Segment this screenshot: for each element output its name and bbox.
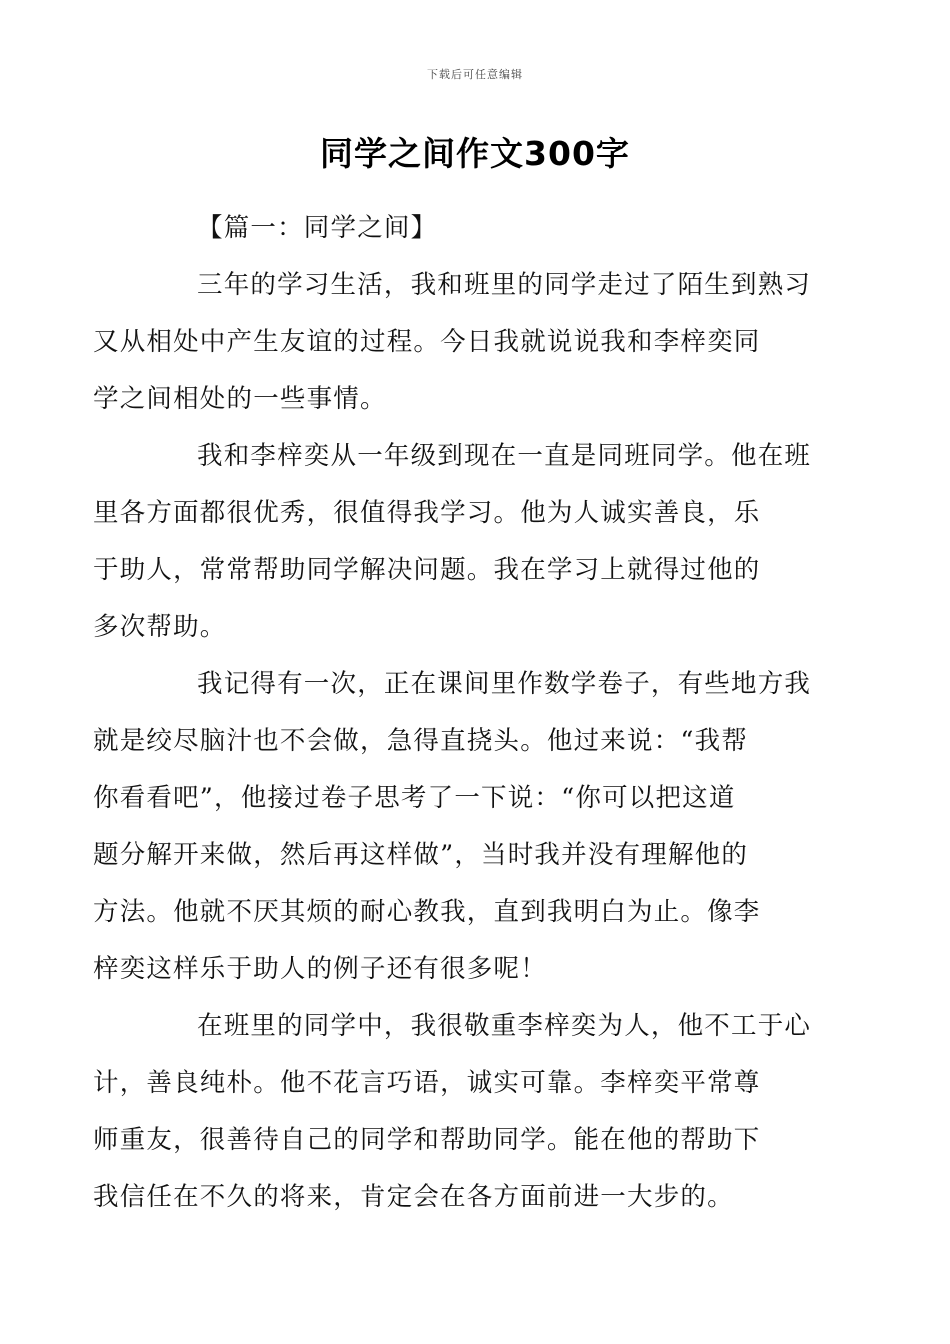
paragraph-1 [93,257,812,428]
paragraph-line: 梓奕这样乐于助人的例子还有很多呢！ [93,954,547,984]
paragraph-line: 我记得有一次，正在课间里作数学卷子，有些地方我 [197,669,812,699]
document-body [93,200,812,1226]
paragraph-line: 就是绞尽脑汁也不会做，急得直挠头。他过来说：“我帮 [93,726,749,756]
section-heading: 【篇一：同学之间】 [197,213,438,243]
paragraph-line: 在班里的同学中，我很敬重李梓奕为人，他不工于心 [197,1011,812,1041]
paragraph-line: 学之间相处的一些事情。 [93,384,387,414]
paragraph-line: 师重友，很善待自己的同学和帮助同学。能在他的帮助下 [93,1125,761,1155]
paragraph-line: 你看看吧”，他接过卷子思考了一下说：“你可以把这道 [93,783,736,813]
paragraph-line: 我和李梓奕从一年级到现在一直是同班同学。他在班 [197,441,812,471]
paragraph-line: 又从相处中产生友谊的过程。今日我就说说我和李梓奕同 [93,327,761,357]
paragraph-line: 里各方面都很优秀，很值得我学习。他为人诚实善良，乐 [93,498,761,528]
paragraph-line: 于助人，常常帮助同学解决问题。我在学习上就得过他的 [93,555,761,585]
paragraph-2 [93,428,812,656]
paragraph-line: 题分解开来做，然后再这样做”，当时我并没有理解他的 [93,840,749,870]
header-note: 下载后可任意编辑 [427,68,523,81]
paragraph-line: 多次帮助。 [93,612,227,642]
paragraph-4 [93,998,812,1226]
page-title: 同学之间作文300字 [320,134,630,173]
paragraph-line: 三年的学习生活，我和班里的同学走过了陌生到熟习 [197,270,812,300]
paragraph-3 [93,656,812,998]
paragraph-line: 方法。他就不厌其烦的耐心教我，直到我明白为止。像李 [93,897,761,927]
paragraph-line: 计，善良纯朴。他不花言巧语，诚实可靠。李梓奕平常尊 [93,1068,761,1098]
paragraph-line: 我信任在不久的将来，肯定会在各方面前进一大步的。 [93,1182,734,1212]
